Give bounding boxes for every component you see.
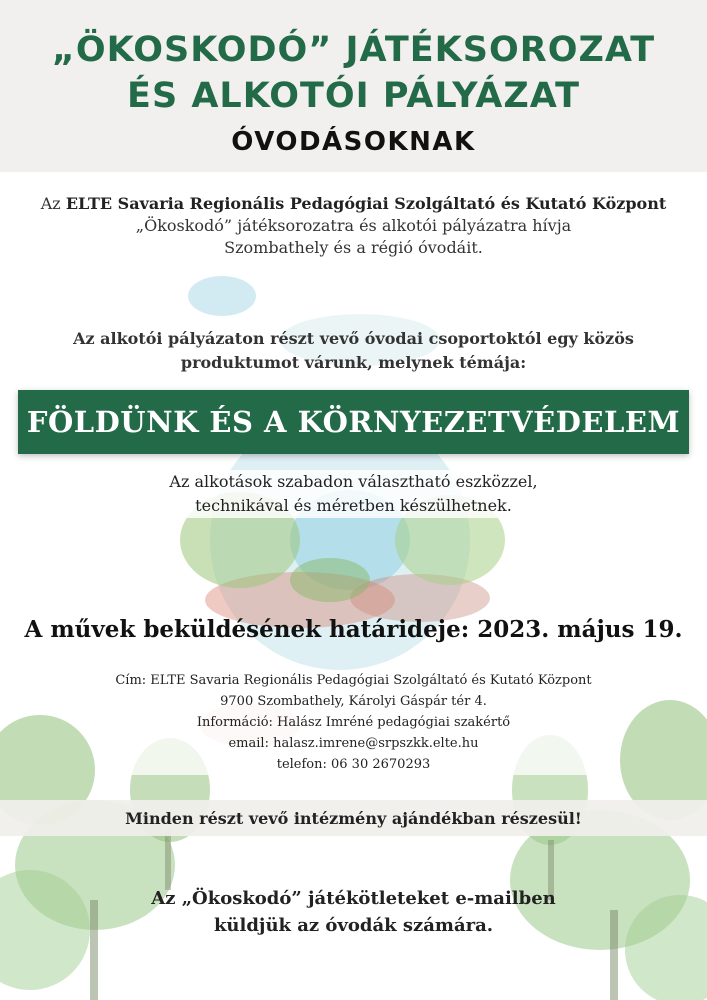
subtitle: ÓVODÁSOKNAK <box>231 127 476 157</box>
intro-prefix: Az <box>40 194 66 213</box>
trunk-shape <box>165 830 171 890</box>
address-line-1: Cím: ELTE Savaria Regionális Pedagógiai Szolgáltató és Kutató Központ <box>115 673 592 688</box>
deadline-heading: A művek beküldésének határideje: 2023. május 19. <box>24 616 683 643</box>
theme-lead <box>0 327 707 375</box>
title-line-2: ÉS ALKOTÓI PÁLYÁZAT <box>127 76 580 116</box>
technique-note-line-1: Az alkotások szabadon választható eszközzel, <box>169 472 538 491</box>
info-contact: Információ: Halász Imréné pedagógiai szakértő <box>196 715 511 730</box>
closing-line-1: Az „Ökoskodó” játékötleteket e-mailben <box>151 888 556 909</box>
address-line-2: 9700 Szombathely, Károlyi Gáspár tér 4. <box>220 694 487 709</box>
intro-line-2: „Ökoskodó” játéksorozatra és alkotói pályázatra hívja <box>135 216 572 235</box>
title-line-1: „ÖKOSKODÓ” JÁTÉKSOROZAT <box>51 30 656 70</box>
intro-line-3: Szombathely és a régió óvodáit. <box>224 238 483 257</box>
closing-text <box>0 885 707 939</box>
phone-contact: telefon: 06 30 2670293 <box>276 757 431 772</box>
intro-text <box>0 193 707 259</box>
closing-line-2: küldjük az óvodák számára. <box>213 915 494 936</box>
cloud-shape <box>188 276 256 316</box>
theme-lead-line-2: produktumot várunk, melynek témája: <box>180 353 527 372</box>
theme-lead-line-1: Az alkotói pályázaton részt vevő óvodai csoportoktól egy közös <box>73 329 634 348</box>
email-contact: email: halasz.imrene@srpszkk.elte.hu <box>228 736 479 751</box>
theme-banner: FÖLDÜNK ÉS A KÖRNYEZETVÉDELEM <box>18 390 689 454</box>
organization-name: ELTE Savaria Regionális Pedagógiai Szolgáltató és Kutató Központ <box>65 194 667 213</box>
bush-shape <box>290 558 370 602</box>
technique-note <box>150 470 557 518</box>
gift-banner: Minden részt vevő intézmény ajándékban részesül! <box>0 800 707 836</box>
contact-block <box>0 670 707 775</box>
technique-note-line-2: technikával és méretben készülhetnek. <box>195 496 512 515</box>
